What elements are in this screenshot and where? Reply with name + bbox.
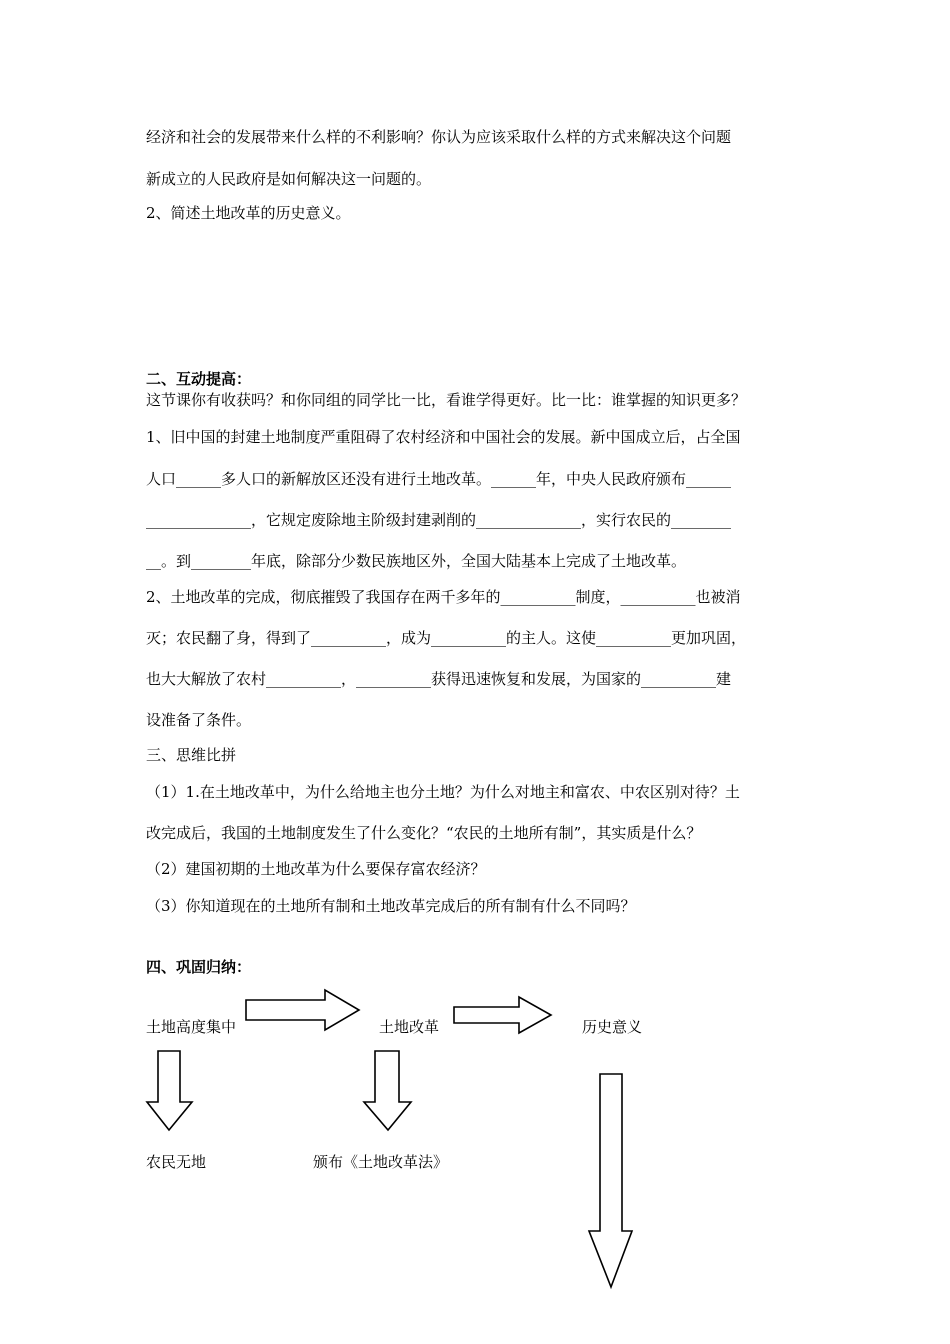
question-item: （1）1.在土地改革中，为什么给地主也分土地？为什么对地主和富农、中农区别对待？土 — [146, 783, 740, 801]
fill-blank-line: 设准备了条件。 — [146, 711, 252, 729]
question-item: 改完成后，我国的土地制度发生了什么变化？“农民的土地所有制”，其实质是什么？ — [146, 824, 702, 842]
fill-blank-line: ______________，它规定废除地主阶级封建剥削的______________，实行农民的________ — [146, 511, 732, 529]
fill-blank-line: 也大大解放了农村__________，__________获得迅速恢复和发展，为国家的__________建 — [146, 670, 732, 688]
down-arrow-icon — [146, 1050, 194, 1132]
right-arrow-icon — [453, 995, 553, 1035]
right-arrow-icon — [245, 988, 361, 1032]
fill-blank-line: 灭；农民翻了身，得到了__________，成为__________的主人。这使__________更加巩固， — [146, 629, 747, 647]
diagram-node-land-reform: 土地改革 — [379, 1018, 440, 1036]
diagram-node-no-land: 农民无地 — [146, 1153, 207, 1171]
down-arrow-icon — [588, 1073, 634, 1289]
paragraph-line: 经济和社会的发展带来什么样的不利影响？你认为应该采取什么样的方式来解决这个问题 — [146, 128, 732, 146]
diagram-node-land-concentration: 土地高度集中 — [146, 1018, 237, 1036]
question-item: （2）建国初期的土地改革为什么要保存富农经济？ — [146, 860, 486, 878]
question-item: （3）你知道现在的土地所有制和土地改革完成后的所有制有什么不同吗？ — [146, 897, 636, 915]
section-heading: 三、思维比拼 — [146, 746, 237, 764]
fill-blank-line: 人口______多人口的新解放区还没有进行土地改革。______年，中央人民政府颁布______ — [146, 470, 732, 488]
paragraph-line: 新成立的人民政府是如何解决这一问题的。 — [146, 170, 432, 188]
fill-blank-line: __。到________年底，除部分少数民族地区外，全国大陆基本上完成了土地改革。 — [146, 552, 687, 570]
section-heading: 四、巩固归纳： — [146, 958, 252, 976]
fill-blank-line: 2、土地改革的完成，彻底摧毁了我国存在两千多年的__________制度，__________也被消 — [146, 588, 741, 606]
section-heading: 二、互动提高： — [146, 370, 252, 388]
diagram-node-reform-law: 颁布《土地改革法》 — [313, 1153, 449, 1171]
down-arrow-icon — [363, 1050, 413, 1132]
question-item: 2、简述土地改革的历史意义。 — [146, 204, 351, 222]
intro-text: 这节课你有收获吗？和你同组的同学比一比，看谁学得更好。比一比：谁掌握的知识更多？ — [146, 391, 747, 409]
diagram-node-significance: 历史意义 — [582, 1018, 643, 1036]
fill-blank-line: 1、旧中国的封建土地制度严重阻碍了农村经济和中国社会的发展。新中国成立后，占全国 — [146, 428, 741, 446]
